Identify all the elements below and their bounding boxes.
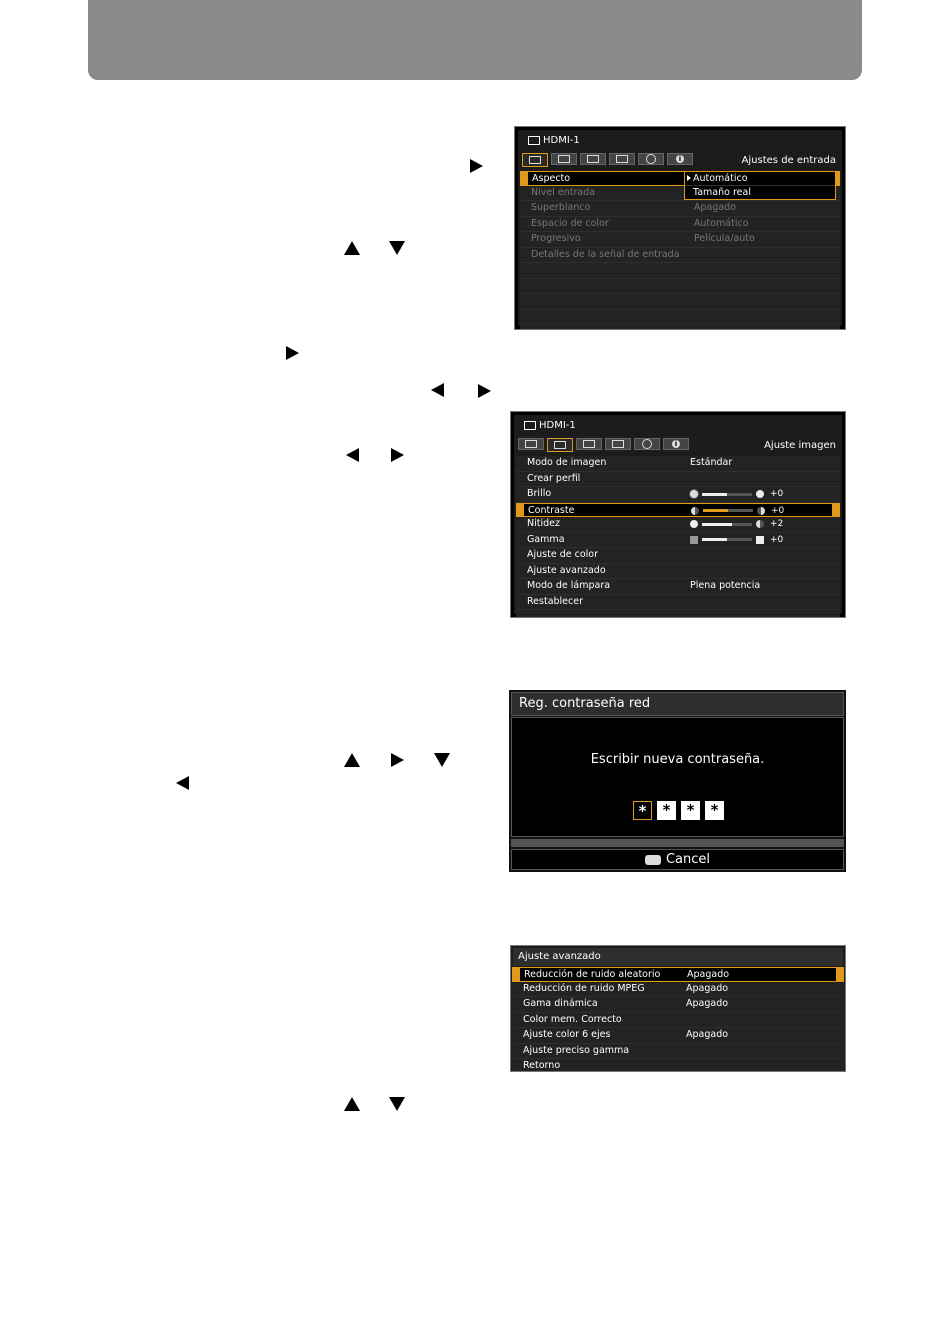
gamma-high-icon bbox=[756, 536, 764, 544]
menu-row-ruido-aleatorio[interactable]: Reducción de ruido aleatorio Apagado bbox=[512, 967, 844, 982]
password-char-2[interactable]: * bbox=[657, 801, 676, 820]
left-arrow-icon bbox=[346, 448, 359, 462]
brightness-slider[interactable]: +0 bbox=[690, 487, 783, 501]
sharpness-high-icon bbox=[756, 520, 764, 528]
password-char-3[interactable]: * bbox=[681, 801, 700, 820]
dialog-message: Escribir nueva contraseña. bbox=[590, 752, 765, 767]
menu-row-gamma[interactable]: Gamma +0 bbox=[516, 533, 840, 549]
slider-fill bbox=[702, 493, 727, 496]
menu-row-empty bbox=[520, 263, 840, 279]
slider-fill bbox=[703, 509, 728, 512]
sun-dim-icon bbox=[690, 490, 698, 498]
menu-row-empty bbox=[520, 310, 840, 326]
menu-row-superblanco[interactable]: Superblanco Apagado bbox=[520, 201, 840, 217]
menu-list bbox=[512, 967, 844, 1072]
menu-row-brillo[interactable]: Brillo +0 bbox=[516, 487, 840, 503]
dropdown-option-tamano-real[interactable]: Tamaño real bbox=[685, 185, 835, 199]
dialog-divider bbox=[511, 839, 844, 847]
left-arrow-icon bbox=[176, 776, 189, 790]
up-arrow-icon bbox=[344, 1097, 360, 1111]
right-arrow-icon bbox=[286, 346, 299, 360]
down-arrow-icon bbox=[389, 241, 405, 255]
info-icon: i bbox=[672, 440, 680, 448]
left-arrow-icon bbox=[431, 383, 444, 397]
contrast-low-icon bbox=[691, 507, 699, 515]
input-icon bbox=[529, 156, 541, 164]
menu-row-nitidez[interactable]: Nitidez +2 bbox=[516, 517, 840, 533]
image-icon bbox=[558, 155, 570, 163]
menu-row-modo-imagen[interactable]: Modo de imagen Estándar bbox=[516, 456, 840, 472]
down-arrow-icon bbox=[434, 753, 450, 767]
menu-title: Ajustes de entrada bbox=[741, 155, 836, 166]
up-arrow-icon bbox=[344, 241, 360, 255]
password-dialog bbox=[509, 690, 846, 872]
right-arrow-icon bbox=[478, 384, 491, 398]
sharpness-low-icon bbox=[690, 520, 698, 528]
cancel-button[interactable]: Cancel bbox=[511, 849, 844, 870]
hdmi-icon bbox=[528, 136, 540, 145]
right-arrow-icon bbox=[470, 159, 483, 173]
menu-row-retorno[interactable]: Retorno bbox=[512, 1059, 844, 1072]
tab-image-adjustment[interactable] bbox=[551, 153, 577, 165]
menu-row-ruido-mpeg[interactable]: Reducción de ruido MPEG Apagado bbox=[512, 982, 844, 998]
menu-row-detalles-senal[interactable]: Detalles de la señal de entrada bbox=[520, 248, 840, 264]
tab-network-settings[interactable] bbox=[638, 153, 664, 165]
menu-title: Ajuste avanzado bbox=[513, 948, 843, 966]
menu-row-empty bbox=[516, 610, 840, 618]
password-char-1[interactable]: * bbox=[633, 801, 652, 820]
advanced-adjust-screen bbox=[510, 945, 846, 1072]
dialog-body bbox=[511, 717, 844, 837]
aspect-dropdown[interactable] bbox=[684, 171, 836, 200]
tab-install-settings[interactable] bbox=[580, 153, 606, 165]
password-input[interactable] bbox=[633, 801, 724, 820]
menu-list bbox=[516, 456, 840, 618]
tab-install-settings[interactable] bbox=[576, 438, 602, 450]
menu-row-empty bbox=[520, 279, 840, 295]
menu-row-nivel-entrada[interactable]: Nivel entrada bbox=[520, 186, 840, 202]
menu-row-aspecto[interactable]: Aspecto bbox=[520, 171, 840, 186]
tab-system-settings[interactable] bbox=[609, 153, 635, 165]
menu-button-icon bbox=[645, 855, 661, 865]
gamma-low-icon bbox=[690, 536, 698, 544]
dialog-title: Reg. contraseña red bbox=[511, 692, 844, 716]
menu-row-restablecer[interactable]: Restablecer bbox=[516, 595, 840, 611]
input-icon bbox=[525, 440, 537, 448]
menu-panel bbox=[514, 415, 842, 614]
menu-panel bbox=[518, 130, 842, 326]
menu-row-empty bbox=[520, 325, 840, 330]
menu-row-empty bbox=[520, 294, 840, 310]
dropdown-option-automatico[interactable]: Automático bbox=[685, 172, 835, 185]
network-icon bbox=[642, 439, 652, 449]
network-icon bbox=[646, 154, 656, 164]
menu-tabs bbox=[518, 438, 689, 452]
contrast-high-icon bbox=[757, 507, 765, 515]
right-arrow-icon bbox=[391, 753, 404, 767]
input-source-label: HDMI-1 bbox=[528, 135, 580, 146]
menu-row-color-6-ejes[interactable]: Ajuste color 6 ejes Apagado bbox=[512, 1028, 844, 1044]
hdmi-icon bbox=[524, 421, 536, 430]
system-icon bbox=[612, 440, 624, 448]
password-char-4[interactable]: * bbox=[705, 801, 724, 820]
menu-row-color-mem[interactable]: Color mem. Correcto bbox=[512, 1013, 844, 1029]
menu-row-gamma-preciso[interactable]: Ajuste preciso gamma bbox=[512, 1044, 844, 1060]
input-source-label: HDMI-1 bbox=[524, 420, 576, 431]
page-header-bar bbox=[88, 0, 862, 80]
menu-row-progresivo[interactable]: Progresivo Película/auto bbox=[520, 232, 840, 248]
tab-network-settings[interactable] bbox=[634, 438, 660, 450]
tab-system-settings[interactable] bbox=[605, 438, 631, 450]
up-arrow-icon bbox=[344, 753, 360, 767]
menu-row-ajuste-color[interactable]: Ajuste de color bbox=[516, 548, 840, 564]
tab-information[interactable] bbox=[667, 153, 693, 165]
sharpness-slider[interactable]: +2 bbox=[690, 517, 783, 531]
menu-row-modo-lampara[interactable]: Modo de lámpara Plena potencia bbox=[516, 579, 840, 595]
down-arrow-icon bbox=[389, 1097, 405, 1111]
image-icon bbox=[554, 441, 566, 449]
tab-input-settings[interactable] bbox=[518, 438, 544, 450]
contrast-slider[interactable]: +0 bbox=[691, 504, 784, 518]
tab-image-adjustment[interactable] bbox=[547, 438, 573, 452]
slider-fill bbox=[702, 538, 727, 541]
menu-row-ajuste-avanzado[interactable]: Ajuste avanzado bbox=[516, 564, 840, 580]
menu-title: Ajuste imagen bbox=[764, 440, 836, 451]
menu-panel bbox=[511, 946, 845, 1071]
image-adjust-screen bbox=[510, 411, 846, 618]
menu-row-crear-perfil[interactable]: Crear perfil bbox=[516, 472, 840, 488]
tab-input-settings[interactable] bbox=[522, 153, 548, 167]
install-icon bbox=[583, 440, 595, 448]
slider-fill bbox=[702, 523, 732, 526]
info-icon: i bbox=[676, 155, 684, 163]
menu-tabs bbox=[522, 153, 693, 167]
gamma-slider[interactable]: +0 bbox=[690, 533, 783, 547]
menu-row-gama-dinamica[interactable]: Gama dinámica Apagado bbox=[512, 997, 844, 1013]
tab-information[interactable] bbox=[663, 438, 689, 450]
system-icon bbox=[616, 155, 628, 163]
input-settings-screen bbox=[514, 126, 846, 330]
sun-bright-icon bbox=[756, 490, 764, 498]
menu-row-espacio-color[interactable]: Espacio de color Automático bbox=[520, 217, 840, 233]
right-arrow-icon bbox=[391, 448, 404, 462]
menu-row-contraste[interactable]: Contraste +0 bbox=[516, 503, 840, 518]
install-icon bbox=[587, 155, 599, 163]
